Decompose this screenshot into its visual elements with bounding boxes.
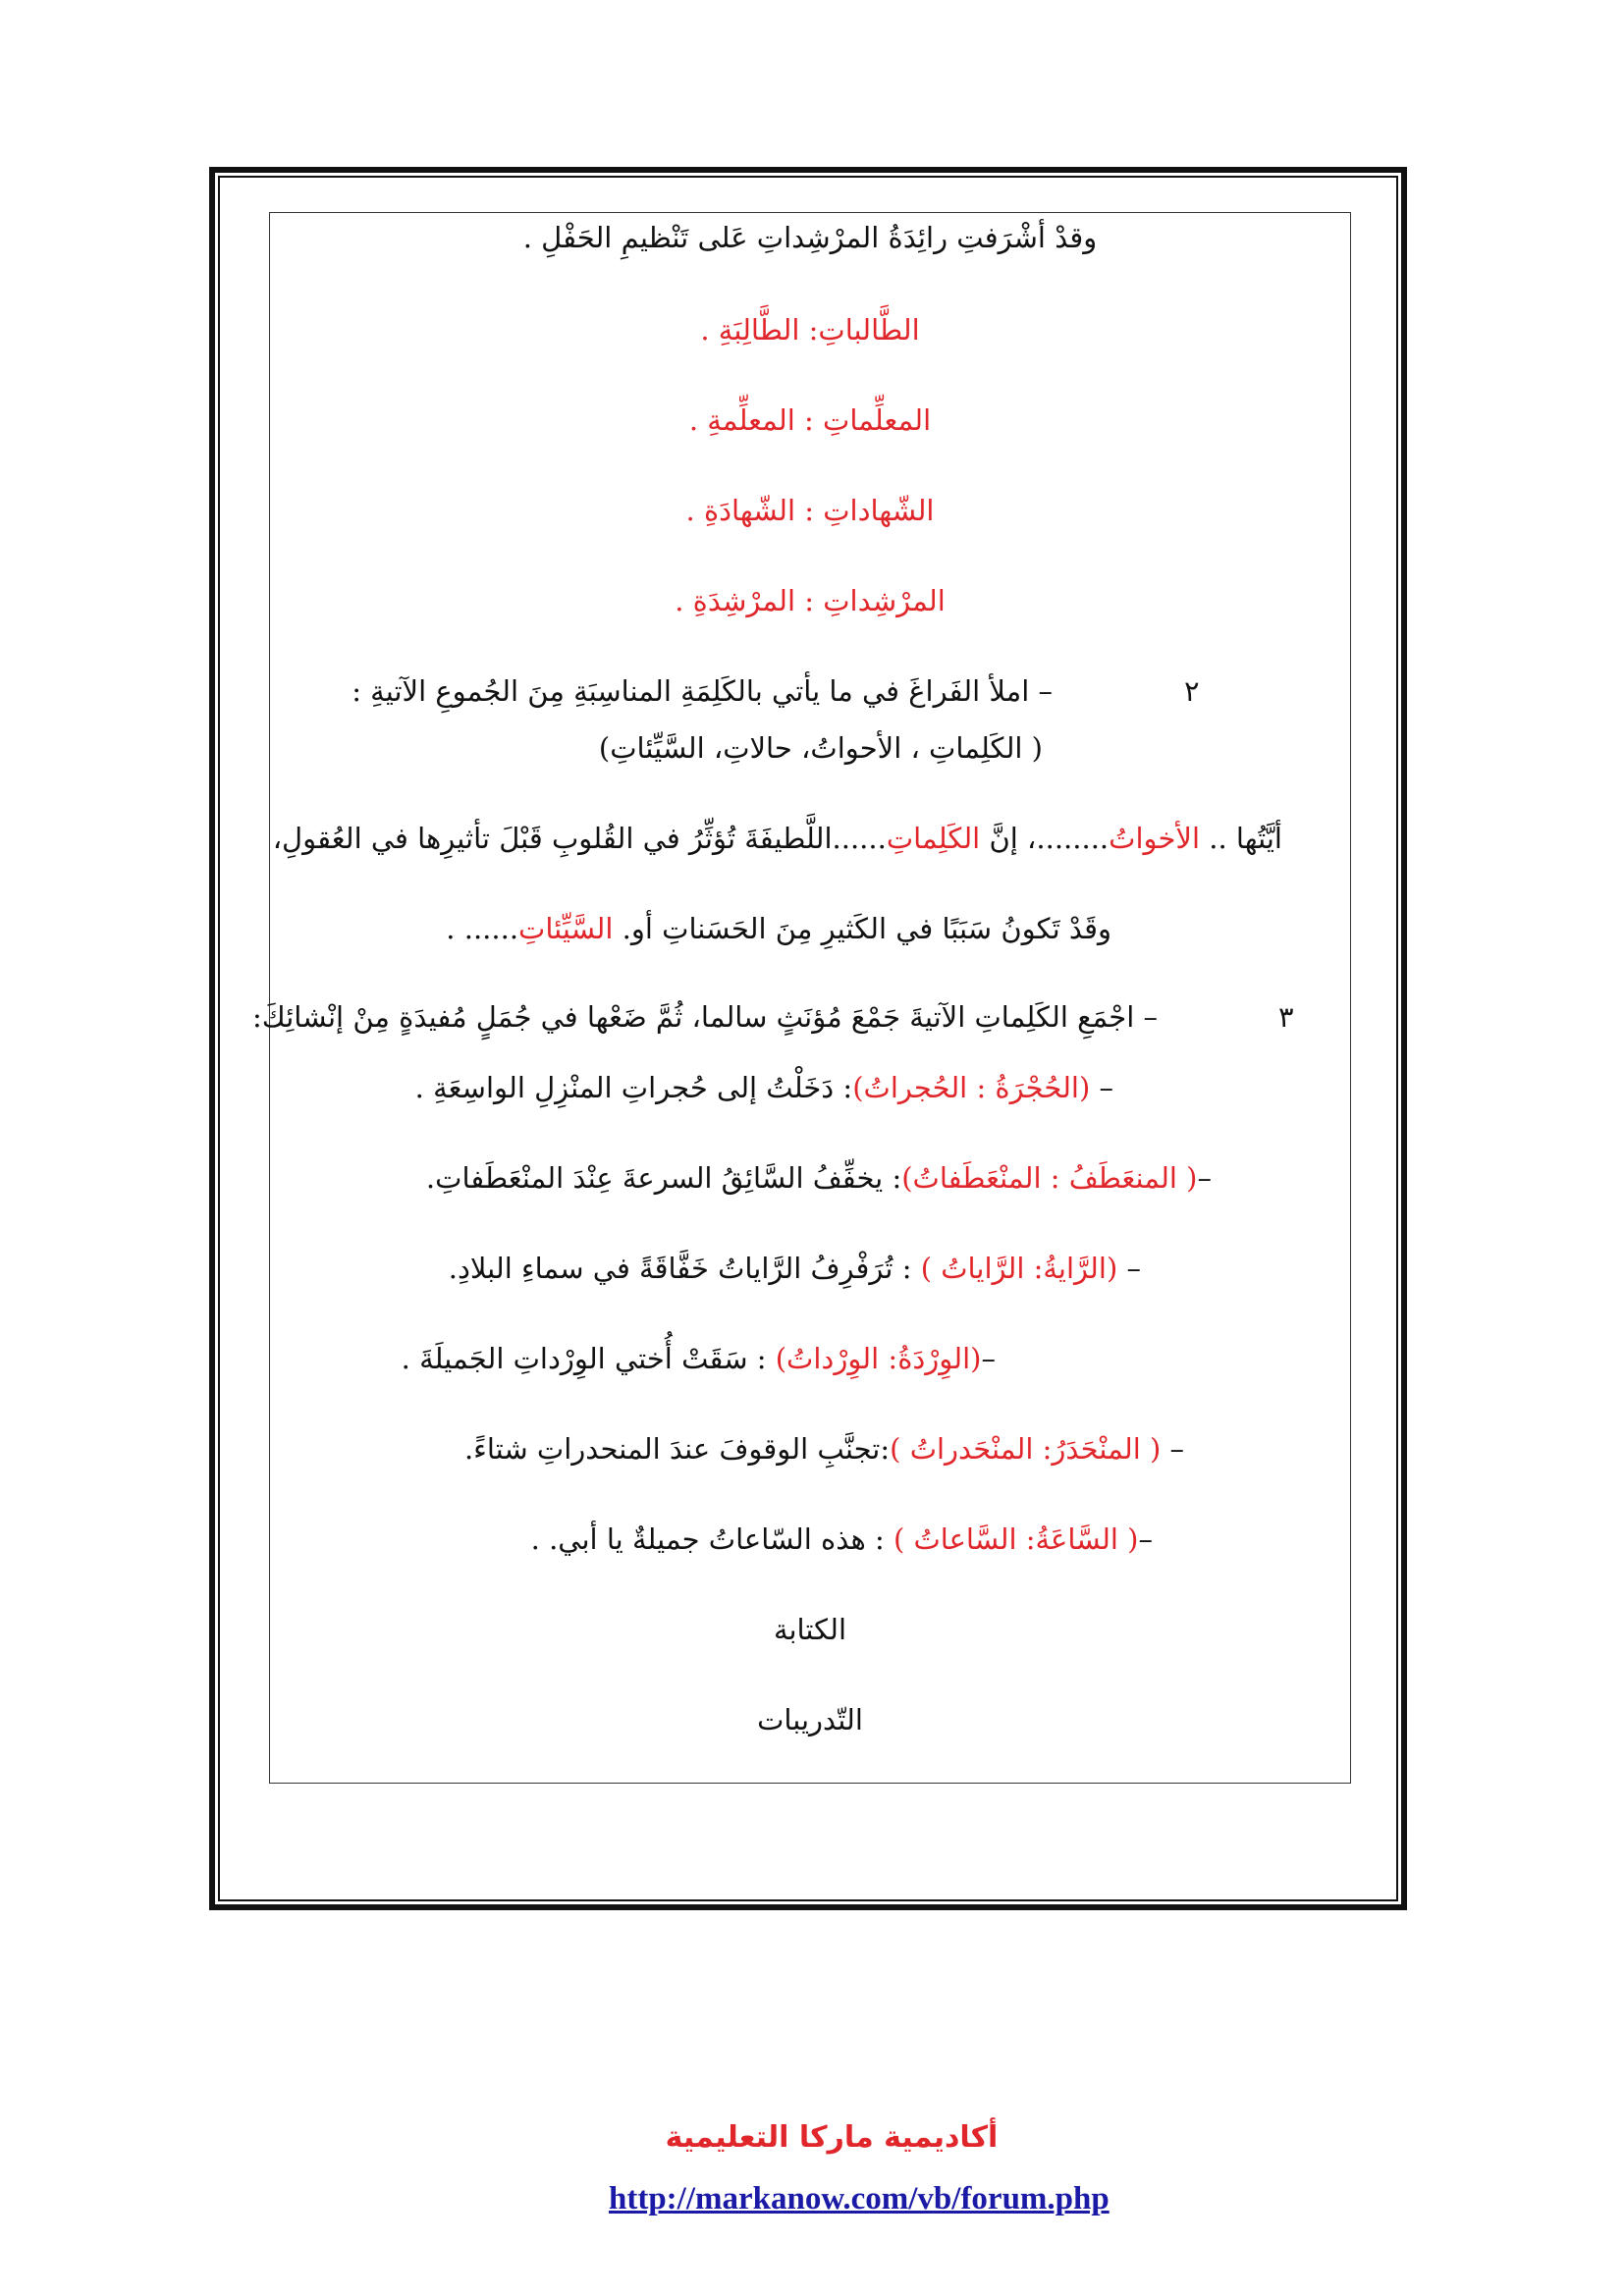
exercise-2-answer-line-2 [446, 909, 1111, 948]
item-sentence: : تُرَفْرِفُ الرَّاياتُ خَفَّاقَةً في سماءِ البلادِ. [448, 1252, 921, 1285]
item-sentence: : سَقَتْ أُختي الوِرْداتِ الجَميلَةَ . [401, 1342, 776, 1375]
exercise-3-number: ٣ [1278, 1000, 1294, 1034]
item-pair: (الوِرْدَةُ: الوِرْداتُ) [775, 1342, 982, 1375]
item-pair: (الحُجْرَةُ : الحُجراتُ) [852, 1071, 1091, 1104]
item-dash: – [1117, 1252, 1141, 1285]
plural-pair: الشّهاداتِ : الشّهادَةِ . [685, 494, 935, 527]
item-dash: – [1138, 1522, 1153, 1556]
item-sentence: : هذه السّاعاتُ جميلةٌ يا أبي. . [530, 1522, 893, 1556]
item-pair: ( المنْحَدَرُ: المنْحَدراتُ ) [890, 1432, 1162, 1466]
item-dash: – [1161, 1432, 1184, 1466]
exercise-3-item [449, 1249, 1141, 1288]
answer-text: وقَدْ تَكونُ سَبَبًا في الكَثيرِ مِنَ الحَسَناتِ أو. [613, 912, 1111, 945]
answer-text: ...... . [446, 912, 519, 945]
item-dash: – [1197, 1161, 1212, 1195]
exercise-2-answer-line-1 [273, 819, 1282, 858]
exercise-2-instruction: – املأ الفَراغَ في ما يأتي بالكَلِمَةِ المناسِبَةِ مِنَ الجُموعِ الآتيةِ : [352, 674, 1053, 708]
item-sentence: :تجنَّبِ الوقوفَ عندَ المنحدراتِ شتاءً. [463, 1432, 891, 1466]
answer-word: الأخواتُ [1109, 822, 1201, 855]
item-pair: ( السَّاعَةُ: السَّاعاتُ ) [893, 1522, 1139, 1556]
item-dash: – [981, 1342, 996, 1375]
item-dash: – [1090, 1071, 1113, 1104]
heading-writing: الكتابة [773, 1613, 847, 1646]
heading-exercises: التّدريبات [757, 1703, 863, 1736]
item-pair: ( المنعَطَفُ : المنْعَطَفاتُ) [901, 1161, 1198, 1195]
answer-text: أيَّتُها .. [1200, 822, 1282, 855]
exercise-3-item [402, 1339, 996, 1378]
answer-text: ......اللَّطيفَةَ تُؤثِّرُ في القُلوبِ قَبْلَ تأثيرِها في العُقولِ، [272, 822, 887, 855]
exercise-3-instruction: – اجْمَعِ الكَلِماتِ الآتيةَ جَمْعَ مُؤنَثٍ سالما، ثُمَّ ضَعْها في جُمَلٍ مُفيدَةٍ مِنْ إنْشائِكَ: [252, 1000, 1158, 1034]
exercise-3-item [415, 1068, 1113, 1107]
exercise-3-item [531, 1520, 1153, 1559]
intro-sentence: وقدْ أشْرَفتِ رائِدَةُ المرْشِداتِ عَلى تَنْظيمِ الحَفْلِ . [522, 221, 1098, 254]
answer-text: ........، إنَّ [980, 822, 1110, 855]
footer-academy-name: أكاديمية ماركا التعليمية [665, 2120, 999, 2155]
footer-forum-link[interactable]: http://markanow.com/vb/forum.php [609, 2181, 1110, 2216]
plural-pair: الطَّالباتِ: الطَّالِبَةِ . [700, 313, 920, 347]
answer-word: الكَلِماتِ [886, 822, 981, 855]
exercise-2-number: ٢ [1184, 674, 1200, 708]
exercise-3-item [426, 1158, 1212, 1198]
plural-pair: المعلِّماتِ : المعلِّمةِ . [688, 403, 932, 437]
item-pair: (الرَّايةُ: الرَّاياتُ ) [920, 1252, 1118, 1285]
exercise-2-options: ( الكَلِماتِ ، الأحواتُ، حالاتِ، السَّيِّئاتِ) [598, 731, 1043, 765]
plural-pair: المرْشِداتِ : المرْشِدَةِ . [675, 584, 946, 617]
item-sentence: : يخفِّفُ السَّائِقُ السرعةَ عِنْدَ المنْعَطَفاتِ. [425, 1161, 902, 1195]
exercise-3-item [464, 1429, 1184, 1468]
item-sentence: : دَخَلْتُ إلى حُجراتِ المنْزِلِ الواسِعَةِ . [414, 1071, 853, 1104]
answer-word: السَّيِّئاتِ [518, 912, 614, 945]
